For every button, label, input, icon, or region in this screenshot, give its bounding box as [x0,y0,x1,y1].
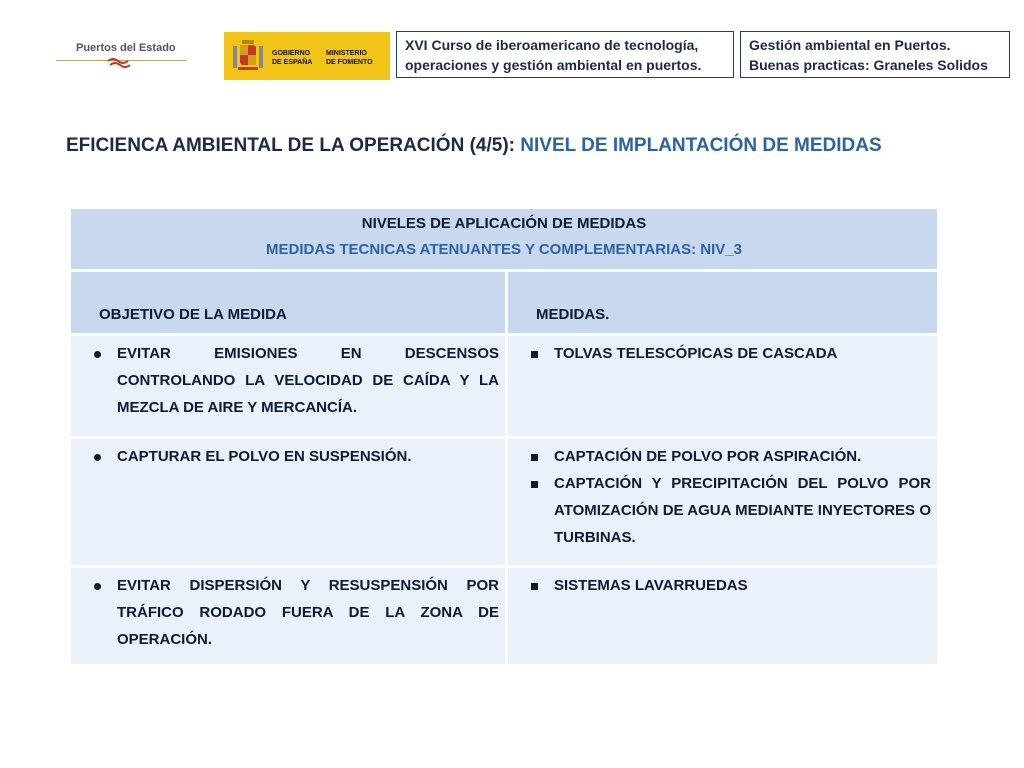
objetivo-text: CAPTURAR EL POLVO EN SUSPENSIÓN. [117,448,412,465]
round-bullet-icon [77,340,117,421]
puertos-wave-icon [106,56,132,68]
course-line-2: operaciones y gestión ambiental en puertos. [405,57,702,73]
square-bullet-icon [514,572,554,599]
square-bullet-icon [514,470,554,551]
table-header-line-2: MEDIDAS TECNICAS ATENUANTES Y COMPLEMENTARIAS: NIV_3 [266,241,742,258]
table-row [71,336,937,436]
ministerio-text [326,49,373,67]
medidas-cell [508,336,937,436]
topic-line-2: Buenas practicas: Graneles Solidos [749,57,988,73]
list-item [514,470,931,551]
puertos-logo-text: Puertos del Estado [76,42,176,54]
topic-title-box [740,31,1010,78]
table-row [71,439,937,565]
list-item [77,340,499,421]
list-item [514,572,931,599]
page-title-prefix: EFICIENCA AMBIENTAL DE LA OPERACIÓN (4/5): [66,135,515,156]
puertos-del-estado-logo [56,34,188,74]
medidas-cell [508,439,937,565]
column-header-objetivo: OBJETIVO DE LA MEDIDA [71,272,505,333]
table-header-line-1: NIVELES DE APLICACIÓN DE MEDIDAS [361,215,647,232]
list-item [514,443,931,470]
column-header-medidas: MEDIDAS. [508,272,937,333]
list-item [77,572,499,653]
page-title [66,135,966,157]
square-bullet-icon [514,340,554,367]
square-bullet-icon [514,443,554,470]
table-row [71,568,937,664]
medida-text: SISTEMAS LAVARRUEDAS [554,577,748,594]
objetivo-text: EVITAR DISPERSIÓN Y RESUSPENSIÓN POR TRÁFICO RODADO FUERA DE LA ZONA DE OPERACIÓN. [117,577,499,648]
medida-text: CAPTACIÓN DE POLVO POR ASPIRACIÓN. [554,448,862,465]
measures-table [68,206,940,667]
gobierno-line-1: GOBIERNO [272,50,311,57]
gobierno-logo [224,32,390,80]
round-bullet-icon [77,572,117,653]
gobierno-line-2: DE ESPAÑA [272,59,313,66]
medida-text: TOLVAS TELESCÓPICAS DE CASCADA [554,345,838,362]
course-line-1: XVI Curso de iberoamericano de tecnología, [405,37,699,53]
medidas-cell [508,568,937,664]
ministerio-line-2: DE FOMENTO [326,59,373,66]
medida-text: CAPTACIÓN Y PRECIPITACIÓN DEL POLVO POR ATOMIZACIÓN DE AGUA MEDIANTE INYECTORES O TURBINAS. [554,475,931,546]
objetivo-cell [71,439,505,565]
objetivo-cell [71,568,505,664]
table-header [71,209,937,269]
objetivo-text: EVITAR EMISIONES EN DESCENSOS CONTROLANDO LA VELOCIDAD DE CAÍDA Y LA MEZCLA DE AIRE Y MERCANCÍA. [117,345,499,416]
objetivo-cell [71,336,505,436]
list-item [77,443,499,470]
round-bullet-icon [77,443,117,470]
topic-line-1: Gestión ambiental en Puertos. [749,37,951,53]
course-title-box [396,31,734,78]
spain-crest-icon [230,36,266,76]
ministerio-line-1: MINISTERIO [326,50,367,57]
gobierno-text [272,49,312,67]
list-item [514,340,931,367]
page-title-accent: NIVEL DE IMPLANTACIÓN DE MEDIDAS [520,135,882,156]
